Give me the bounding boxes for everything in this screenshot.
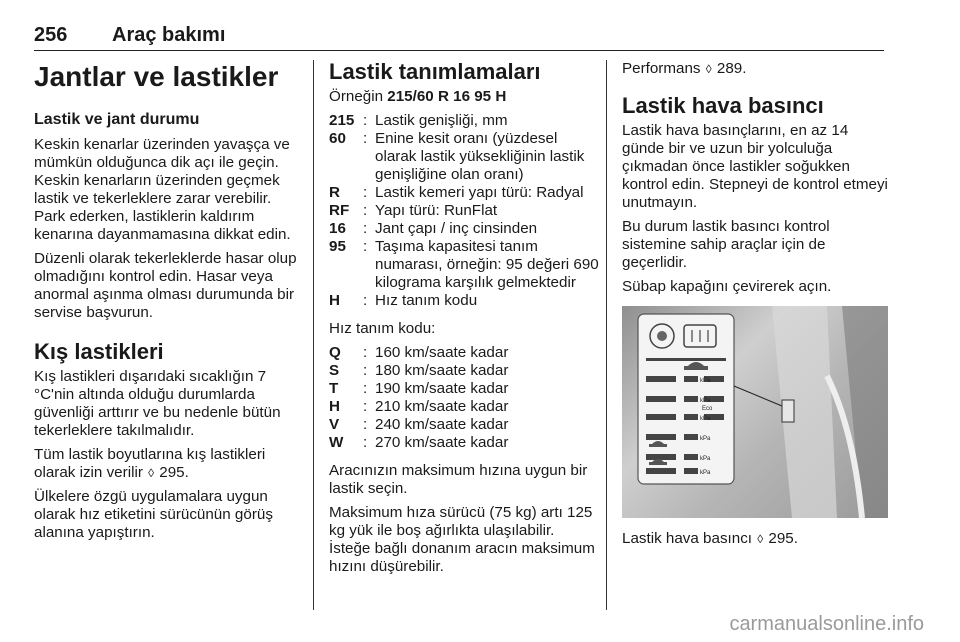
paragraph: Kış lastikleri dışarıdaki sıcaklığın 7 °C'nin altında olduğu durumlarda güvenliği arttırır ve bu nedenle bütün tekerleklere takılmalıdır. <box>34 368 281 439</box>
column-divider <box>313 60 314 610</box>
separator: : <box>363 130 368 147</box>
code-key: 16 <box>329 220 346 237</box>
code-description: 270 km/saate kadar <box>375 434 509 451</box>
paragraph: Bu durum lastik basıncı kontrol sistemine sahip araçlar için de geçerlidir. <box>622 218 830 271</box>
page-reference[interactable]: 295. <box>159 464 189 481</box>
paragraph: Sübap kapağını çevirerek açın. <box>622 278 832 295</box>
code-description: Hız tanım kodu <box>375 292 478 309</box>
definition-row <box>329 184 599 202</box>
watermark: carmanualsonline.info <box>729 613 924 635</box>
column-3 <box>622 60 888 554</box>
label-eco: Eco <box>702 406 713 412</box>
section-heading: Lastik tanımlamaları <box>329 59 541 84</box>
code-description: Yapı türü: RunFlat <box>375 202 498 219</box>
page-number: 256 <box>34 24 68 46</box>
section-heading: Kış lastikleri <box>34 339 164 364</box>
code-key: V <box>329 416 340 433</box>
code-key: Q <box>329 344 341 361</box>
speed-code-label: Hız tanım kodu: <box>329 320 436 337</box>
label-kpa: kPa <box>700 378 711 384</box>
column-2 <box>329 60 599 582</box>
separator: : <box>363 220 368 237</box>
code-description: Lastik kemeri yapı türü: Radyal <box>375 184 584 201</box>
definition-row <box>329 380 599 398</box>
paragraph: Performans ◊ 289. <box>622 60 747 77</box>
separator: : <box>363 380 368 397</box>
separator: : <box>363 344 368 361</box>
separator: : <box>363 292 368 309</box>
code-key: R <box>329 184 340 201</box>
label-kpa: kPa <box>700 436 711 442</box>
separator: : <box>363 416 368 433</box>
definition-row <box>329 398 599 416</box>
definition-row <box>329 434 599 452</box>
code-description: 240 km/saate kadar <box>375 416 509 433</box>
code-description: 210 km/saate kadar <box>375 398 509 415</box>
code-key: W <box>329 434 344 451</box>
label-kpa: kPa <box>700 416 711 422</box>
paragraph: Aracınızın maksimum hızına uygun bir lastik seçin. <box>329 462 588 497</box>
separator: : <box>363 398 368 415</box>
paragraph: Maksimum hıza sürücü (75 kg) artı 125 kg yük ile boş ağırlıkta ulaşılabilir. İsteğe bağlı donanım aracın maksimum hızını düşürebilir. <box>329 504 595 575</box>
code-key: H <box>329 292 340 309</box>
column-1 <box>34 60 302 548</box>
section-heading: Lastik hava basıncı <box>622 93 824 118</box>
definition-row <box>329 238 599 292</box>
code-key: H <box>329 398 340 415</box>
separator: : <box>363 434 368 451</box>
paragraph: Ülkelere özgü uygulamalara uygun olarak hız etiketini sürücünün görüş alanına yapıştırın. <box>34 488 273 541</box>
label-kpa: kPa <box>700 456 711 462</box>
reference-icon: ◊ <box>148 466 155 480</box>
pillar-sticker <box>782 400 794 422</box>
reference-icon: ◊ <box>757 532 764 546</box>
label-kpa: kPa <box>700 398 711 404</box>
definition-row <box>329 220 599 238</box>
definition-row <box>329 130 599 184</box>
section-heading: Lastik ve jant durumu <box>34 111 200 128</box>
code-key: 60 <box>329 130 346 147</box>
definition-row <box>329 112 599 130</box>
paragraph: Tüm lastik boyutlarına kış lastikleri olarak izin verilir ◊ 295. <box>34 446 266 481</box>
code-description: 180 km/saate kadar <box>375 362 509 379</box>
code-key: S <box>329 362 340 379</box>
page-reference[interactable]: 295. <box>768 530 798 547</box>
tire-pressure-label-photo <box>622 306 888 518</box>
chapter-title: Araç bakımı <box>112 24 226 46</box>
code-description: 190 km/saate kadar <box>375 380 509 397</box>
code-description: 160 km/saate kadar <box>375 344 509 361</box>
page-reference[interactable]: 289. <box>716 60 747 77</box>
page-title: Jantlar ve lastikler <box>34 61 279 92</box>
paragraph: Keskin kenarlar üzerinden yavaşça ve mümkün olduğunca dik açı ile geçin. Keskin kenarların üzerinden geçmek lastik ve tekerleklere zarar verebilir. Park ederken, lastiklerin kaldırım kenarına dayanmamasına dikkat edin. <box>34 136 291 243</box>
definition-row <box>329 416 599 434</box>
code-key: 95 <box>329 238 346 255</box>
reference-icon: ◊ <box>705 62 712 76</box>
definition-row <box>329 362 599 380</box>
separator: : <box>363 112 368 129</box>
code-description: Enine kesit oranı (yüzdesel olarak lastik yüksekliğinin lastik genişliğine olan oranı) <box>375 130 585 183</box>
figure-caption: Lastik hava basıncı ◊ 295. <box>622 530 798 547</box>
code-description: Taşıma kapasitesi tanım numarası, örneğin: 95 değeri 690 kilograma karşılık gelmektedir <box>375 238 599 291</box>
page-header <box>34 24 884 51</box>
door-pillar-illustration <box>622 306 888 518</box>
code-key: T <box>329 380 339 397</box>
code-description: Jant çapı / inç cinsinden <box>375 220 538 237</box>
separator: : <box>363 238 368 255</box>
definition-row <box>329 202 599 220</box>
separator: : <box>363 362 368 379</box>
label-kpa: kPa <box>700 470 711 476</box>
paragraph: Lastik hava basınçlarını, en az 14 günde bir ve uzun bir yolculuğa çıkmadan önce lastikler soğukken kontrol edin. Stepneyi de kontrol etmeyi unutmayın. <box>622 122 888 211</box>
speed-code-list <box>329 344 599 452</box>
code-key: 215 <box>329 112 355 129</box>
code-description: Lastik genişliği, mm <box>375 112 508 129</box>
tire-example: Örneğin 215/60 R 16 95 H <box>329 88 507 105</box>
code-key: RF <box>329 202 350 219</box>
definition-row <box>329 292 599 310</box>
tire-code-list <box>329 112 599 310</box>
column-divider <box>606 60 607 610</box>
paragraph: Düzenli olarak tekerleklerde hasar olup olmadığını kontrol edin. Hasar veya anormal aşınma olması durumunda bir servise başvurun. <box>34 250 297 321</box>
definition-row <box>329 344 599 362</box>
separator: : <box>363 184 368 201</box>
separator: : <box>363 202 368 219</box>
